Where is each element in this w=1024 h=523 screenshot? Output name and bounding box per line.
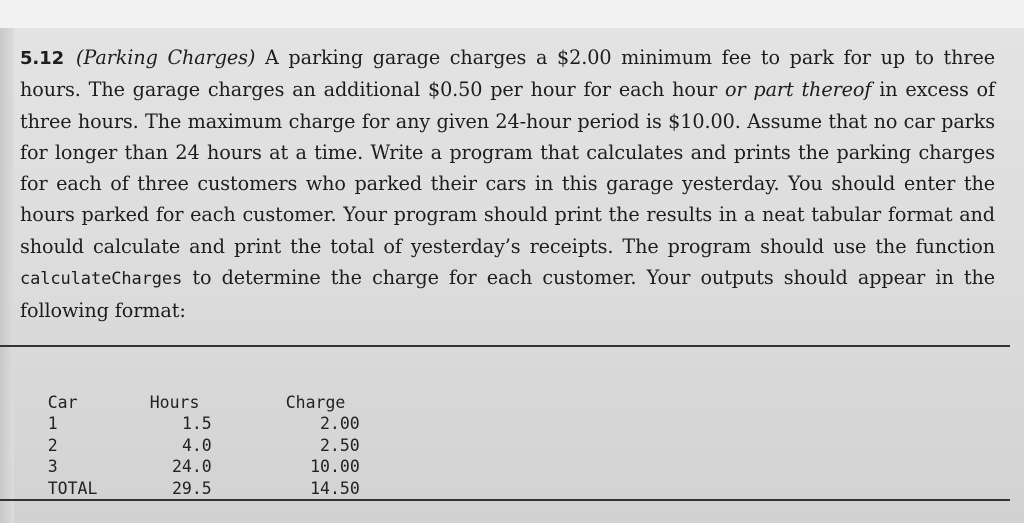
table-top-rule: [0, 345, 1010, 347]
car-cell: 2: [47, 435, 58, 455]
table-bottom-rule: [0, 499, 1010, 501]
header-car: Car: [47, 392, 78, 412]
exercise-number: 5.12: [20, 48, 65, 69]
page-top-margin: [0, 0, 1024, 28]
exercise-title: (Parking Charges): [76, 46, 256, 69]
car-cell: 1: [47, 414, 58, 433]
hours-cell: 4.0: [181, 435, 212, 455]
car-cell: 3: [47, 457, 58, 476]
exercise-paragraph: [20, 42, 995, 327]
hours-cell: 1.5: [181, 414, 212, 433]
header-charge: Charge: [285, 392, 346, 412]
charge-cell: 10.00: [310, 457, 360, 476]
charge-cell: 2.50: [320, 435, 360, 455]
exercise-italic-phrase: or part thereof: [725, 78, 872, 102]
exercise-text-part-1: A parking garage charges a $2.00 minimum fee to park for up to three hours. The garage charges an additional $0.50 per hour for each hour: [20, 46, 996, 102]
exercise-text-part-2: in excess of three hours. The maximum charge for any given 24-hour period is $10.00. Assume that no car parks for longer than 24 hours at a time. Write a program that calculates and prints the parking charges for each of three customers who parked their cars in this garage yesterday. You should enter the hours parked for each customer. Your program should print the results in a neat tabular format and should calculate and print the total of yesterday’s receipts. The program should use the function: [20, 78, 995, 258]
total-label: TOTAL: [47, 478, 98, 498]
function-name: calculateCharges: [20, 269, 183, 290]
total-hours: 29.5: [172, 478, 212, 498]
header-hours: Hours: [149, 392, 200, 412]
exercise-text-part-3: to determine the charge for each customer. Your outputs should appear in the following format:: [20, 266, 996, 323]
charge-cell: 2.00: [320, 414, 360, 433]
total-charge: 14.50: [310, 478, 360, 498]
hours-cell: 24.0: [172, 457, 212, 476]
output-table: [8, 370, 360, 498]
table-header-row: [8, 370, 360, 412]
